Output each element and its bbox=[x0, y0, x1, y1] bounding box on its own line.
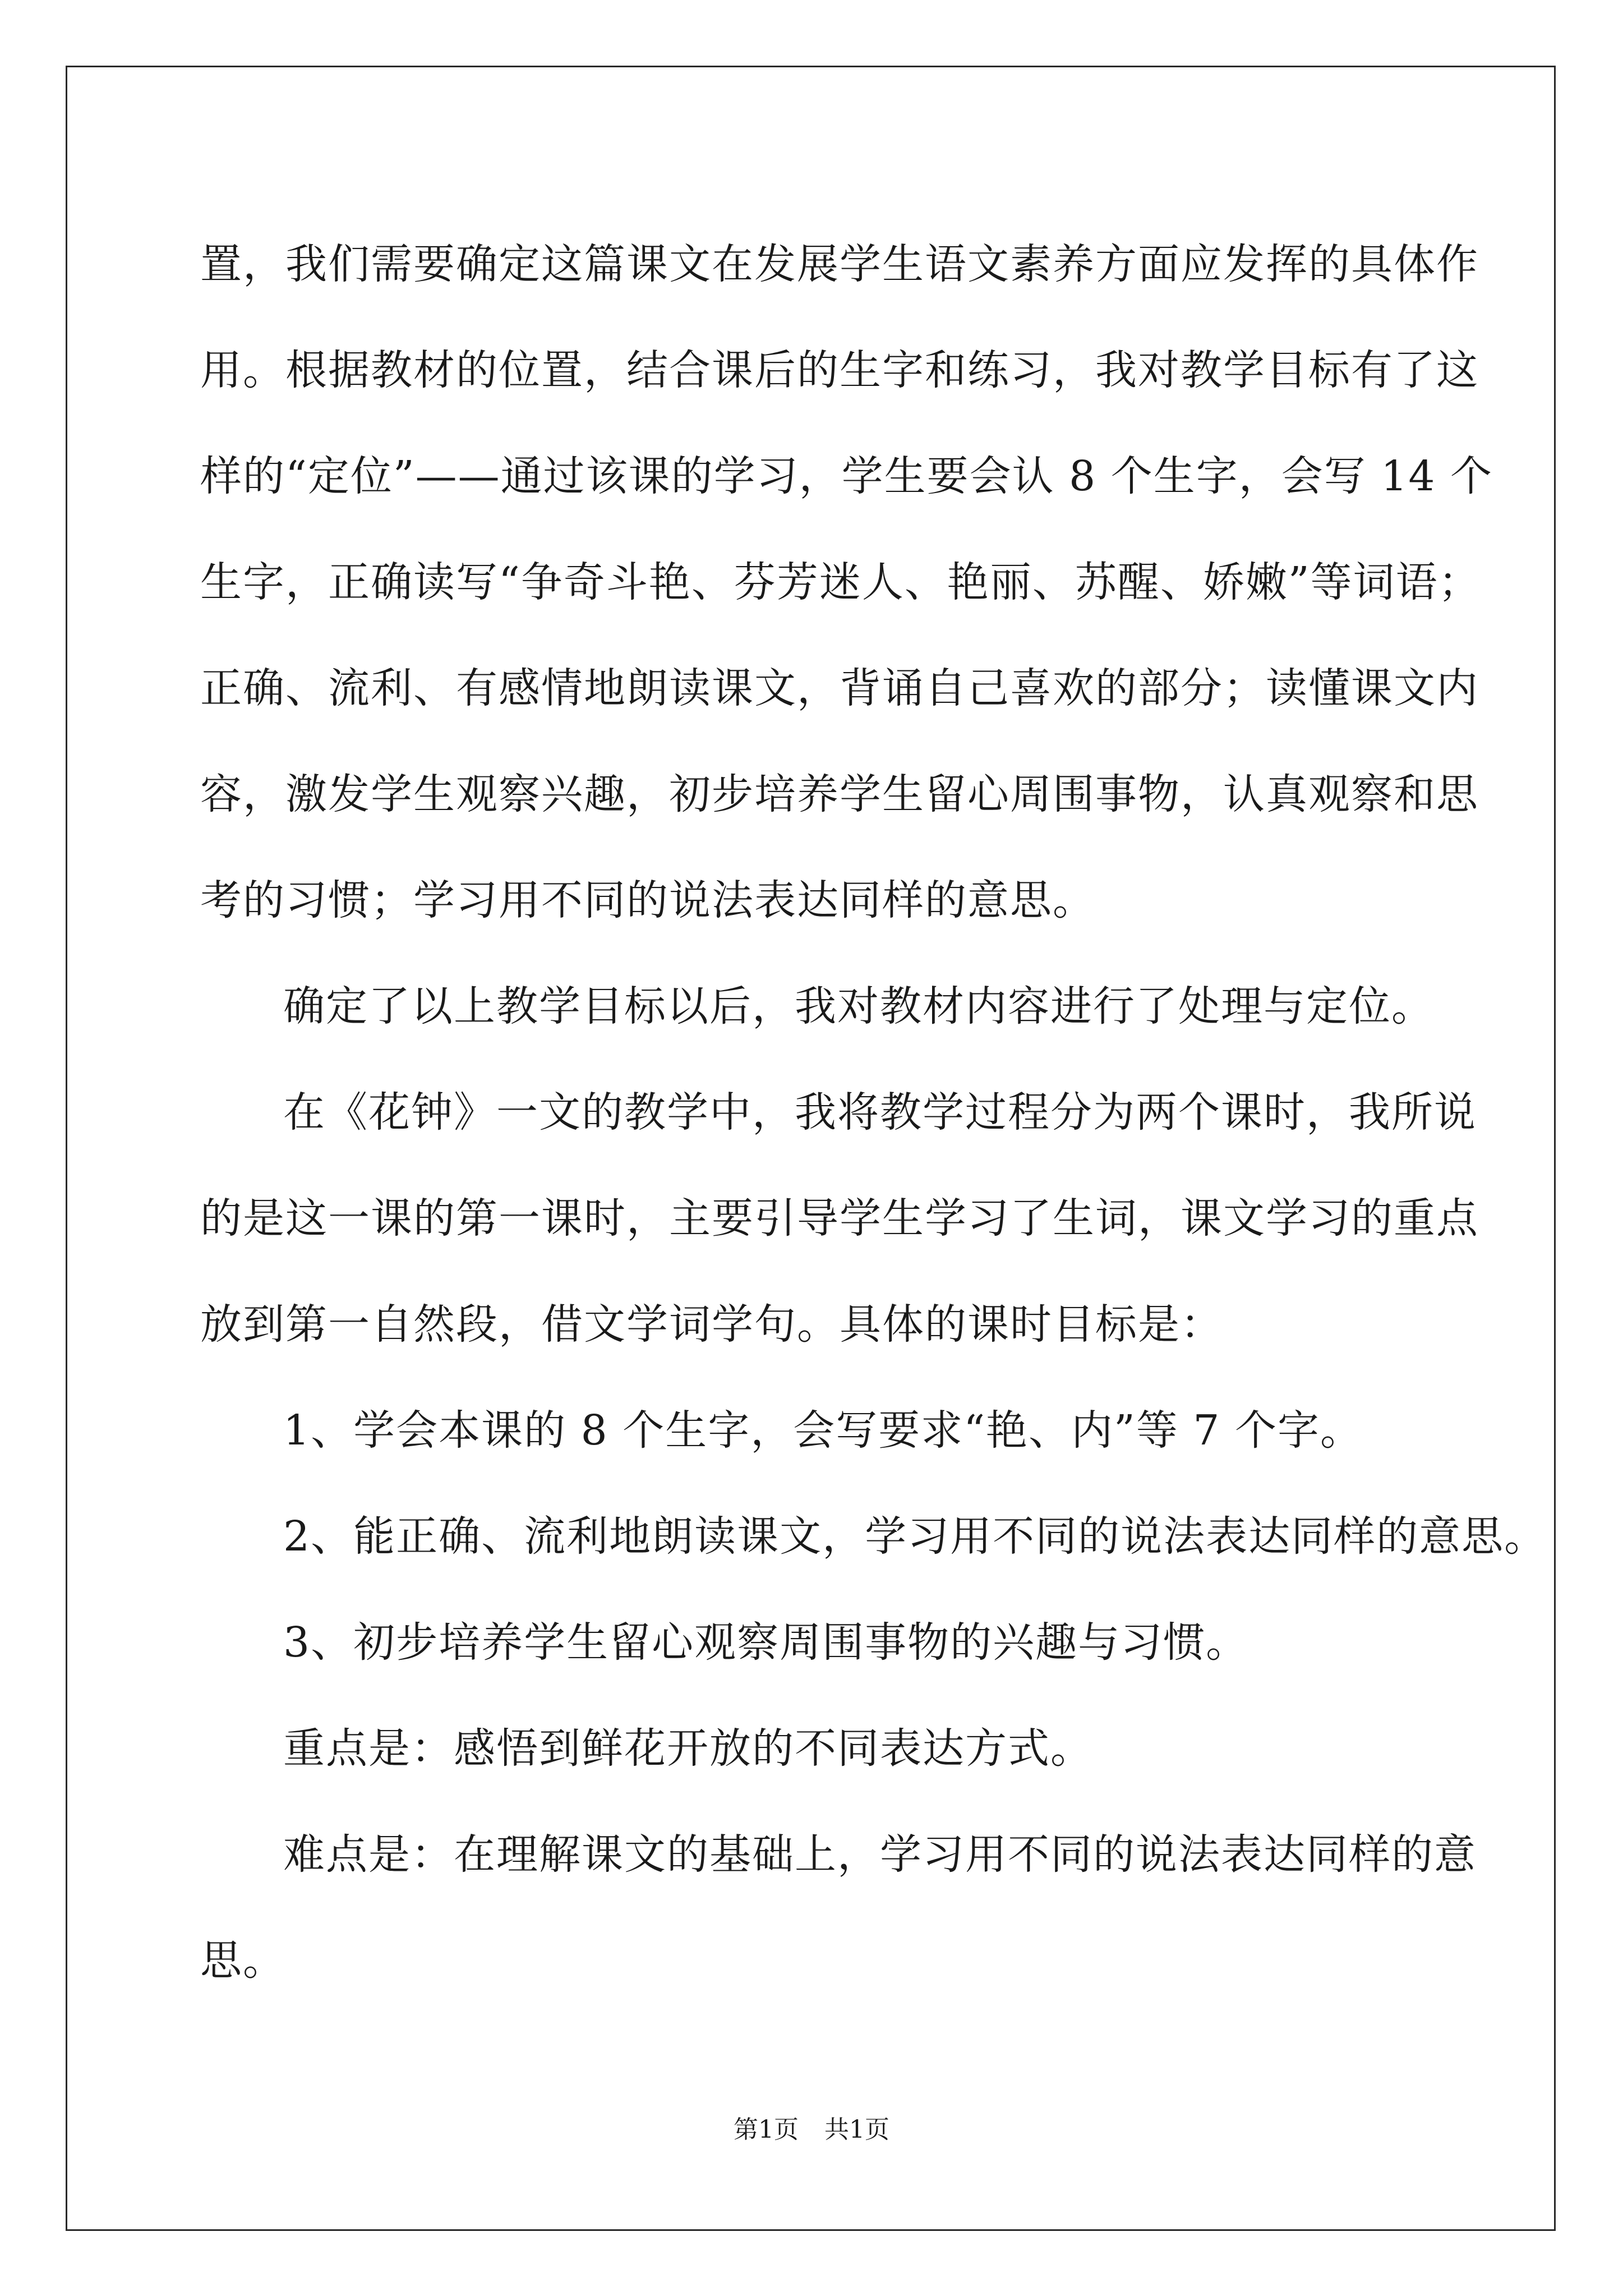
document-body bbox=[200, 208, 1547, 2010]
text-line-4: 生字，正确读写“争奇斗艳、芬芳迷人、艳丽、苏醒、娇嫩”等词语； bbox=[200, 558, 1481, 606]
text-line-15: 重点是：感悟到鲜花开放的不同表达方式。 bbox=[283, 1724, 1093, 1773]
text-line-5: 正确、流利、有感情地朗读课文，背诵自己喜欢的部分；读懂课文内 bbox=[200, 664, 1479, 712]
text-line-14: 3、初步培养学生留心观察周围事物的兴趣与习惯。 bbox=[283, 1618, 1249, 1667]
text-line-11: 放到第一自然段，借文学词学句。具体的课时目标是： bbox=[200, 1300, 1223, 1349]
text-line-2: 用。根据教材的位置，结合课后的生字和练习，我对教学目标有了这 bbox=[200, 346, 1479, 394]
page-number-total: 共1页 bbox=[824, 2115, 889, 2144]
text-line-16: 难点是：在理解课文的基础上，学习用不同的说法表达同样的意 bbox=[283, 1830, 1477, 1879]
text-line-13: 2、能正确、流利地朗读课文，学习用不同的说法表达同样的意思。 bbox=[283, 1512, 1547, 1561]
text-line-7: 考的习惯；学习用不同的说法表达同样的意思。 bbox=[200, 876, 1095, 924]
page-number-current: 第1页 bbox=[734, 2115, 799, 2144]
text-line-12: 1、学会本课的 8 个生字，会写要求“艳、内”等 7 个字。 bbox=[283, 1406, 1363, 1455]
text-line-10: 的是这一课的第一课时，主要引导学生学习了生词，课文学习的重点 bbox=[200, 1194, 1479, 1243]
text-line-8: 确定了以上教学目标以后，我对教材内容进行了处理与定位。 bbox=[283, 982, 1434, 1030]
page-footer bbox=[0, 2109, 1623, 2145]
text-line-3: 样的“定位”——通过该课的学习，学生要会认 8 个生字，会写 14 个 bbox=[200, 452, 1493, 500]
text-line-1: 置，我们需要确定这篇课文在发展学生语文素养方面应发挥的具体作 bbox=[200, 240, 1479, 288]
text-line-17: 思。 bbox=[200, 1936, 285, 1985]
text-line-6: 容，激发学生观察兴趣，初步培养学生留心周围事物，认真观察和思 bbox=[200, 770, 1479, 818]
text-line-9: 在《花钟》一文的教学中，我将教学过程分为两个课时，我所说 bbox=[283, 1088, 1477, 1137]
